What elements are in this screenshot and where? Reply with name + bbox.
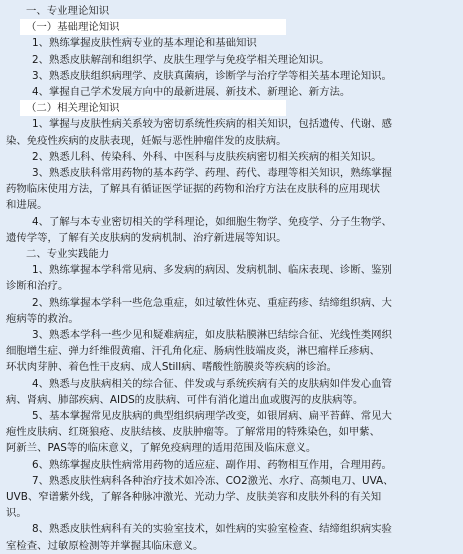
paragraph-line: 1、熟练掌握本学科常见病、多发病的病因、发病机制、临床表现、诊断、鉴别 — [32, 264, 392, 277]
subsection-heading: （二）相关理论知识 — [20, 100, 286, 116]
paragraph-continuation: 环状肉芽肿、着色性干皮病、成人Still病、嗜酸性筋膜炎等疾病的诊治。 — [6, 361, 338, 374]
paragraph-continuation: 药物临床使用方法，了解具有循证医学证据的药物和治疗方法在皮肤科的应用现状 — [6, 183, 381, 196]
paragraph-line: 2、熟悉皮肤解剖和组织学、皮肤生理学与免疫学相关理论知识。 — [32, 53, 330, 66]
paragraph-line: 4、了解与本专业密切相关的学科理论，如细胞生物学、免疫学、分子生物学、 — [32, 215, 392, 228]
section-heading: 一、专业理论知识 — [26, 5, 110, 17]
paragraph-continuation: 细胞增生症、弹力纤维假黄瘤、汗孔角化症、肠病性肢端皮炎，淋巴瘤样丘疹病、 — [6, 345, 381, 358]
paragraph-line: 3、熟悉本学科一些少见和疑难病症，如皮肤粘膜淋巴结综合征、光线性类网织 — [32, 329, 392, 342]
paragraph-line: 1、熟练掌握皮肤性病专业的基本理论和基础知识 — [32, 37, 257, 50]
paragraph-line: 1、掌握与皮肤性病关系较为密切系统性疾病的相关知识，包括遗传、代谢、感 — [32, 118, 392, 131]
subsection-heading: （一）基础理论知识 — [20, 19, 286, 35]
subsection-heading-row — [6, 19, 457, 35]
paragraph-line: 5、基本掌握常见皮肤病的典型组织病理学改变，如银屑病、扁平苔藓、常见大 — [32, 410, 392, 423]
paragraph-line: 6、熟练掌握皮肤性病常用药物的适应症、副作用、药物相互作用，合理用药。 — [32, 458, 392, 471]
paragraph-line: 3、熟悉皮肤科常用药物的基本药学、药理、药代、毒理等相关知识，熟练掌握 — [32, 167, 392, 179]
paragraph-continuation: 诊断和治疗。 — [6, 280, 69, 293]
section-heading: 二、专业实践能力 — [26, 248, 110, 261]
paragraph-line: 8、熟悉皮肤性病科有关的实验室技术，如性病的实验室检查、结缔组织病实验 — [32, 523, 392, 536]
paragraph-line: 7、熟悉皮肤性病科各种治疗技术如冷冻、CO2激光、水疗、高频电刀、UVA、 — [32, 474, 394, 487]
paragraph-line: 4、熟悉与皮肤病相关的综合征、伴发或与系统疾病有关的皮肤病如伴发心血管 — [32, 377, 392, 390]
paragraph-continuation: 阿新兰、PAS等的临床意义，了解免疫病理的适用范围及临床意义。 — [6, 442, 317, 455]
paragraph-continuation: UVB、窄谱紫外线，了解各种脉冲激光、光动力学、皮肤美容和皮肤外科的有关知 — [6, 491, 382, 504]
paragraph-continuation: 病、肾病、肺部疾病、AIDS的皮肤病、可伴有消化道出血或腹泻的皮肤病等。 — [6, 393, 364, 406]
paragraph-line: 4、掌握自己学术发展方向中的最新进展、新技术、新理论、新方法。 — [32, 86, 351, 98]
paragraph-continuation: 室检查、过敏原检测等并掌握其临床意义。 — [6, 539, 204, 552]
paragraph-line: 2、熟练掌握本学科一些危急重症，如过敏性休克、重症药疹、结缔组织病、大 — [32, 296, 392, 309]
paragraph-line: 3、熟悉皮肤组织病理学、皮肤真菌病，诊断学与治疗学等相关基本理论知识。 — [32, 69, 392, 82]
subsection-heading-row — [6, 100, 457, 116]
paragraph-line: 2、熟悉儿科、传染科、外科、中医科与皮肤疾病密切相关疾病的相关知识。 — [32, 150, 382, 163]
paragraph-continuation: 疱性皮肤病、红斑狼疮、皮肤结核、皮肤肿瘤等。了解常用的特殊染色，如甲紫、 — [6, 426, 381, 439]
paragraph-continuation: 识。 — [6, 507, 27, 520]
paragraph-continuation: 遗传学等，了解有关皮肤病的发病机制、治疗新进展等知识。 — [6, 231, 287, 244]
paragraph-continuation: 和进展。 — [6, 199, 48, 212]
paragraph-continuation: 疱病等的救治。 — [6, 312, 79, 325]
paragraph-continuation: 染、免疫性疾病的皮肤表现，妊娠与恶性肿瘤伴发的皮肤病。 — [6, 134, 287, 147]
